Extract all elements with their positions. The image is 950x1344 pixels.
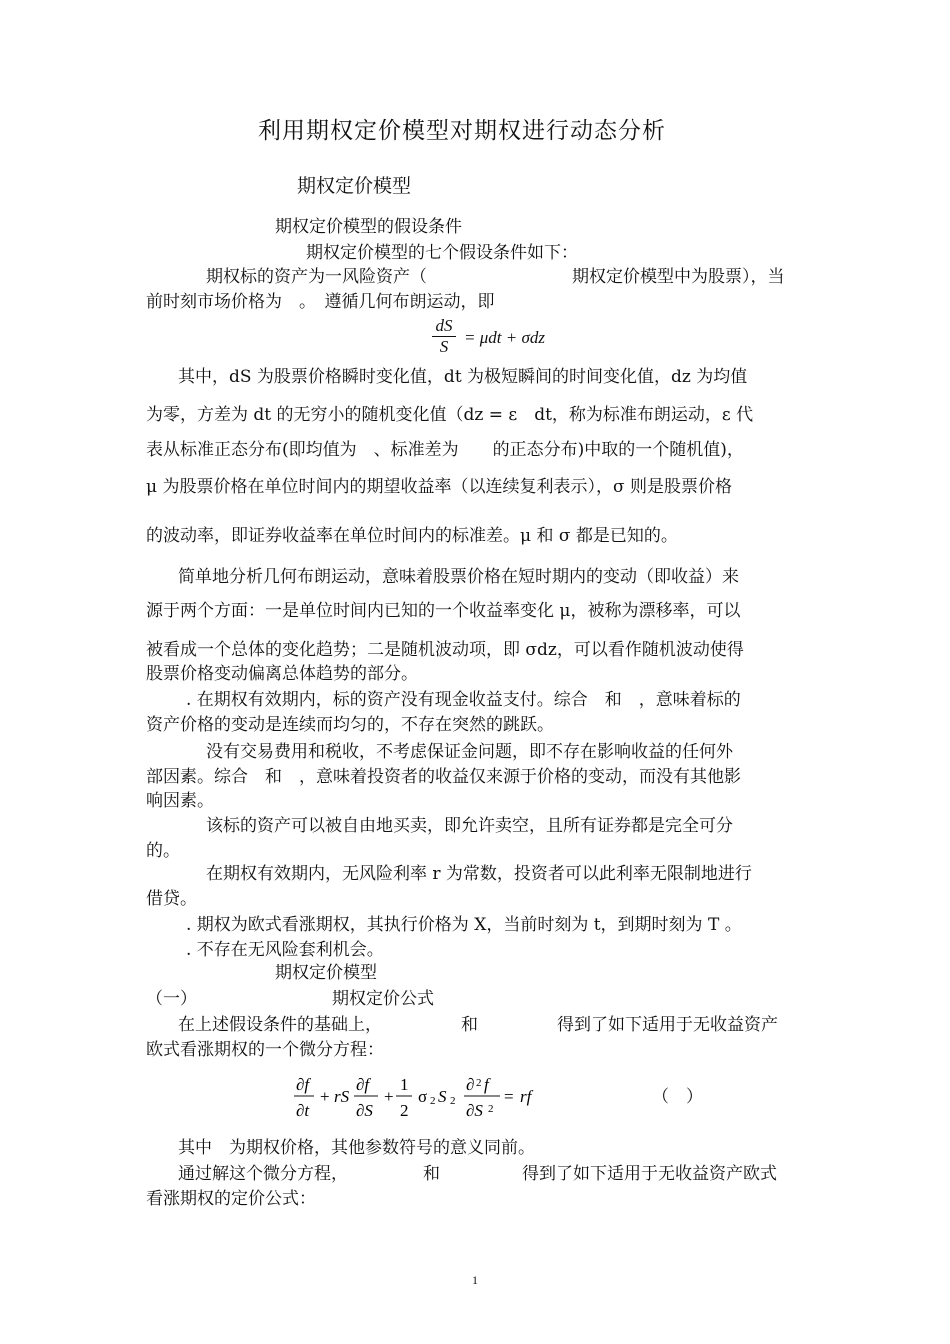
- assumption-3-line-3: 响因素。: [146, 791, 214, 811]
- svg-text:+: +: [384, 1087, 394, 1106]
- svg-text:1: 1: [400, 1075, 409, 1094]
- paragraph-1-line-5: 的波动率，即证券收益率在单位时间内的标准差。μ 和 σ 都是已知的。: [146, 526, 678, 546]
- svg-text:2: 2: [476, 1077, 482, 1089]
- assumption-1-line-1b: 期权定价模型中为股票），当: [572, 267, 785, 287]
- assumption-3-line-2: 部因素。综合 和 ，意味着投资者的收益仅来源于价格的变动，而没有其他影: [146, 767, 741, 787]
- paragraph-3-line-1b: 和: [461, 1015, 478, 1035]
- assumption-7: . 不存在无风险套利机会。: [186, 940, 384, 960]
- svg-text:2: 2: [450, 1095, 456, 1107]
- svg-text:rS: rS: [334, 1087, 350, 1106]
- paragraph-5-line-2: 看涨期权的定价公式：: [146, 1189, 316, 1209]
- paragraph-1-line-4: μ 为股票价格在单位时间内的期望收益率（以连续复利表示），σ 则是股票价格: [146, 477, 732, 497]
- svg-text:∂t: ∂t: [296, 1101, 310, 1120]
- eq1-rhs: = μdt + σdz: [464, 328, 545, 347]
- paragraph-3-line-1a: 在上述假设条件的基础上，: [178, 1015, 382, 1035]
- paragraph-2-line-1: 简单地分析几何布朗运动，意味着股票价格在短时期内的变动（即收益）来: [178, 567, 739, 587]
- assumption-2-line-1: . 在期权有效期内，标的资产没有现金收益支付。综合 和 ，意味着标的: [186, 690, 741, 710]
- svg-text:∂f: ∂f: [296, 1075, 310, 1094]
- svg-text:∂: ∂: [466, 1075, 475, 1094]
- svg-text:S: S: [438, 1087, 447, 1106]
- assumption-5-line-1: 在期权有效期内，无风险利率 r 为常数，投资者可以此利率无限制地进行: [206, 864, 752, 884]
- assumption-4-line-2: 的。: [146, 841, 180, 861]
- eq1-numerator: dS: [435, 316, 453, 335]
- subsection-2-item-label: （一）: [146, 989, 197, 1009]
- assumption-4-line-1: 该标的资产可以被自由地买卖，即允许卖空，且所有证券都是完全可分: [206, 816, 733, 836]
- paragraph-1-line-3: 表从标准正态分布(即均值为 、标准差为 的正态分布)中取的一个随机值)，: [146, 440, 744, 460]
- svg-text:2: 2: [488, 1103, 494, 1115]
- paragraph-2-line-4: 股票价格变动偏离总体趋势的部分。: [146, 664, 418, 684]
- assumption-2-line-2: 资产价格的变动是连续而均匀的，不存在突然的跳跃。: [146, 715, 554, 735]
- svg-text:σ: σ: [418, 1087, 428, 1106]
- paragraph-3-line-2: 欧式看涨期权的一个微分方程：: [146, 1040, 384, 1060]
- equation-number: （ ）: [652, 1087, 703, 1107]
- svg-text:∂S: ∂S: [466, 1101, 483, 1120]
- subsection-heading: 期权定价模型的假设条件: [275, 217, 462, 237]
- svg-text:f: f: [484, 1075, 489, 1094]
- paragraph-5-line-1a: 通过解这个微分方程，: [178, 1164, 348, 1184]
- paragraph-5-line-1b: 和: [423, 1164, 440, 1184]
- svg-text:rf: rf: [520, 1087, 532, 1106]
- subsection-2-item-title: 期权定价公式: [332, 989, 434, 1009]
- document-title: 利用期权定价模型对期权进行动态分析: [258, 118, 666, 144]
- subsection-2-heading: 期权定价模型: [275, 963, 377, 983]
- assumption-5-line-2: 借贷。: [146, 889, 197, 909]
- intro-line: 期权定价模型的七个假设条件如下：: [306, 243, 578, 263]
- paragraph-1-line-1: 其中，dS 为股票价格瞬时变化值，dt 为极短瞬间的时间变化值，dz 为均值: [178, 367, 748, 387]
- svg-text:∂S: ∂S: [356, 1101, 373, 1120]
- svg-text:+: +: [320, 1087, 330, 1106]
- paragraph-2-line-3: 被看成一个总体的变化趋势；二是随机波动项，即 σdz，可以看作随机波动使得: [146, 640, 744, 660]
- assumption-1-line-2: 前时刻市场价格为 。 遵循几何布朗运动，即: [146, 292, 495, 312]
- svg-text:∂f: ∂f: [356, 1075, 370, 1094]
- svg-text:2: 2: [400, 1101, 409, 1120]
- assumption-3-line-1: 没有交易费用和税收，不考虑保证金问题，即不存在影响收益的任何外: [206, 742, 733, 762]
- paragraph-2-line-2: 源于两个方面：一是单位时间内已知的一个收益率变化 μ，被称为漂移率，可以: [146, 601, 741, 621]
- paragraph-5-line-1c: 得到了如下适用于无收益资产欧式: [522, 1164, 777, 1184]
- assumption-6: . 期权为欧式看涨期权，其执行价格为 X，当前时刻为 t，到期时刻为 T 。: [186, 915, 742, 935]
- section-heading: 期权定价模型: [297, 175, 412, 197]
- svg-text:2: 2: [430, 1095, 436, 1107]
- svg-text:=: =: [504, 1087, 514, 1106]
- assumption-1-line-1a: 期权标的资产为一风险资产（: [206, 267, 427, 287]
- paragraph-3-line-1c: 得到了如下适用于无收益资产: [557, 1015, 778, 1035]
- eq1-denominator: S: [439, 337, 449, 356]
- paragraph-1-line-2: 为零，方差为 dt 的无穷小的随机变化值（dz = ε dt，称为标准布朗运动，ε 代: [146, 405, 754, 425]
- equation-bs-pde: [290, 1072, 570, 1132]
- page-number: 1: [472, 1273, 478, 1287]
- paragraph-4: 其中 为期权价格，其他参数符号的意义同前。: [178, 1138, 535, 1158]
